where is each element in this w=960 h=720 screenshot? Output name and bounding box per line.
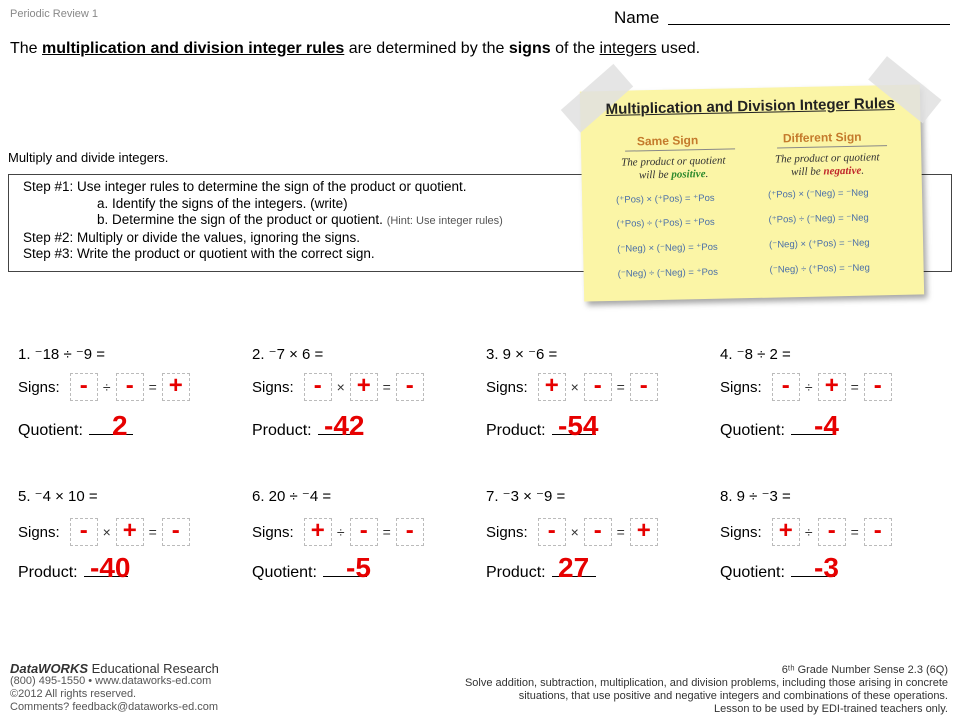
answer-label: Product: <box>252 422 312 439</box>
problem-expression: 2. ⁻7 × 6 = <box>252 346 324 363</box>
rule-equation: (⁻Neg) × (⁺Pos) = ⁻Neg <box>768 237 870 251</box>
step-1a: a. Identify the signs of the integers. (write) <box>97 195 348 211</box>
problem-expression: 7. ⁻3 × ⁻9 = <box>486 488 566 505</box>
signs-label: Signs: <box>720 378 762 396</box>
answer-label: Quotient: <box>252 564 317 581</box>
desc-text: The product or quotient <box>774 151 880 166</box>
signs-row <box>720 373 892 401</box>
standard-code: 6ᵗʰ Grade Number Sense 2.3 (6Q) <box>781 664 948 676</box>
signs-row <box>486 518 658 546</box>
sign-box[interactable]: - <box>538 518 566 546</box>
tape-decoration <box>868 56 941 123</box>
intro-sentence <box>10 40 910 58</box>
operator-symbol: × <box>570 524 579 540</box>
brand-rest: Educational Research <box>88 661 219 676</box>
sign-box[interactable]: - <box>70 518 98 546</box>
sign-box[interactable]: + <box>350 373 378 401</box>
sign-box[interactable]: + <box>538 373 566 401</box>
answer-label: Quotient: <box>720 422 785 439</box>
rule-equation: (⁺Pos) ÷ (⁺Pos) = ⁺Pos <box>616 216 715 230</box>
problem-expression: 6. 20 ÷ ⁻4 = <box>252 488 332 505</box>
equals-symbol: = <box>382 524 391 540</box>
different-sign-desc: The product or quotient will be negative. <box>774 151 880 179</box>
name-field-line[interactable] <box>668 24 950 25</box>
brand-name: DataWORKS <box>10 661 89 676</box>
signs-label: Signs: <box>18 378 60 396</box>
equals-symbol: = <box>148 524 157 540</box>
name-label: Name <box>614 8 660 27</box>
intro-emphasis: multiplication and division integer rules <box>42 40 345 57</box>
sign-box[interactable]: + <box>304 518 332 546</box>
intro-text: used. <box>656 40 701 57</box>
rule-equation: (⁻Neg) ÷ (⁺Pos) = ⁻Neg <box>769 262 870 276</box>
answer-label: Product: <box>486 564 546 581</box>
signs-row <box>720 518 892 546</box>
operator-symbol: ÷ <box>804 379 813 395</box>
desc-text: will be <box>790 165 824 179</box>
answer-value: -54 <box>558 410 599 441</box>
operator-symbol: × <box>336 379 345 395</box>
step-1b-hint: (Hint: Use integer rules) <box>386 215 503 227</box>
rule-equation: (⁻Neg) × (⁻Neg) = ⁺Pos <box>617 241 718 255</box>
sign-box[interactable]: + <box>630 518 658 546</box>
tape-decoration <box>561 64 633 133</box>
step-1b-text: b. Determine the sign of the product or quotient. <box>97 212 383 227</box>
intro-underlined: integers <box>599 40 657 57</box>
sign-box[interactable]: - <box>584 518 612 546</box>
answer-label: Quotient: <box>18 422 83 439</box>
equals-symbol: = <box>850 379 859 395</box>
sign-box[interactable]: + <box>162 373 190 401</box>
problem-expression: 5. ⁻4 × 10 = <box>18 488 98 505</box>
step-3: Step #3: Write the product or quotient with the correct sign. <box>23 246 375 261</box>
signs-label: Signs: <box>252 523 294 541</box>
signs-row <box>18 518 190 546</box>
answer-value: -4 <box>814 410 839 441</box>
answer-label: Product: <box>18 564 78 581</box>
lesson-note: Lesson to be used by EDI-trained teachers only. <box>714 703 948 715</box>
sign-box[interactable]: - <box>772 373 800 401</box>
desc-text: The product or quotient <box>621 154 726 169</box>
signs-label: Signs: <box>720 523 762 541</box>
answer-value: 27 <box>558 552 590 583</box>
problem-expression: 3. 9 × ⁻6 = <box>486 346 558 363</box>
feedback-contact: Comments? feedback@dataworks-ed.com <box>10 701 219 713</box>
divider <box>777 145 887 148</box>
equals-symbol: = <box>382 379 391 395</box>
negative-word: negative <box>823 164 862 178</box>
signs-row <box>252 373 424 401</box>
sign-box[interactable]: - <box>584 373 612 401</box>
problem-expression: 4. ⁻8 ÷ 2 = <box>720 346 791 363</box>
standard-info <box>328 664 948 716</box>
step-2: Step #2: Multiply or divide the values, ignoring the signs. <box>23 229 360 245</box>
sign-box[interactable]: + <box>116 518 144 546</box>
rule-equation: (⁺Pos) × (⁺Pos) = ⁺Pos <box>616 192 715 206</box>
answer-value: -42 <box>324 410 365 441</box>
operator-symbol: × <box>570 379 579 395</box>
signs-row <box>486 373 658 401</box>
answer-label: Quotient: <box>720 564 785 581</box>
signs-row <box>252 518 424 546</box>
sign-box[interactable]: - <box>396 373 424 401</box>
signs-label: Signs: <box>18 523 60 541</box>
sign-box[interactable]: - <box>818 518 846 546</box>
rule-equation: (⁺Pos) ÷ (⁻Neg) = ⁻Neg <box>768 212 869 226</box>
positive-word: positive <box>671 167 706 181</box>
signs-label: Signs: <box>486 378 528 396</box>
intro-text: are determined by the <box>344 40 509 57</box>
intro-text: The <box>10 40 43 57</box>
signs-row <box>18 373 190 401</box>
sign-box[interactable]: - <box>116 373 144 401</box>
rules-title: Multiplication and Division Integer Rules <box>605 94 895 119</box>
sign-box[interactable]: - <box>304 373 332 401</box>
equals-symbol: = <box>616 524 625 540</box>
answer-value: -3 <box>814 552 839 583</box>
problem-expression: 8. 9 ÷ ⁻3 = <box>720 488 791 505</box>
rule-equation: (⁺Pos) × (⁻Neg) = ⁻Neg <box>767 187 869 201</box>
operator-symbol: ÷ <box>804 524 813 540</box>
worksheet-title: Periodic Review 1 <box>10 8 99 20</box>
sign-box[interactable]: - <box>396 518 424 546</box>
answer-label: Product: <box>486 422 546 439</box>
step-1: Step #1: Use integer rules to determine the sign of the product or quotient. <box>23 179 467 194</box>
equals-symbol: = <box>148 379 157 395</box>
operator-symbol: × <box>102 524 111 540</box>
intro-emphasis: signs <box>508 40 551 57</box>
problem-expression: 1. ⁻18 ÷ ⁻9 = <box>18 346 106 363</box>
publisher-contact: (800) 495-1550 • www.dataworks-ed.com <box>10 675 212 687</box>
sign-box[interactable]: - <box>70 373 98 401</box>
sign-box[interactable]: - <box>864 518 892 546</box>
sign-box[interactable]: - <box>162 518 190 546</box>
same-sign-heading: Same Sign <box>636 133 699 149</box>
intro-text: of the <box>550 40 600 57</box>
standard-desc: Solve addition, subtraction, multiplication, and division problems, including those arising in concrete <box>464 677 948 689</box>
sign-box[interactable]: + <box>818 373 846 401</box>
sign-box[interactable]: - <box>630 373 658 401</box>
answer-value: -40 <box>90 552 131 583</box>
rule-equation: (⁻Neg) ÷ (⁻Neg) = ⁺Pos <box>617 266 719 280</box>
instruction: Multiply and divide integers. <box>8 150 169 165</box>
standard-desc: situations, that use positive and negative integers and combinations of these operations. <box>518 690 948 702</box>
integer-rules-card <box>580 84 924 301</box>
same-sign-desc: The product or quotient will be positive. <box>621 154 726 182</box>
answer-value: 2 <box>112 410 128 441</box>
answer-value: -5 <box>346 552 371 583</box>
sign-box[interactable]: - <box>350 518 378 546</box>
different-sign-heading: Different Sign <box>782 129 862 146</box>
operator-symbol: ÷ <box>102 379 111 395</box>
divider <box>625 148 735 151</box>
operator-symbol: ÷ <box>336 524 345 540</box>
publisher-info <box>10 662 219 714</box>
copyright: ©2012 All rights reserved. <box>10 688 137 700</box>
signs-label: Signs: <box>252 378 294 396</box>
publisher-brand <box>10 662 219 675</box>
sign-box[interactable]: - <box>864 373 892 401</box>
equals-symbol: = <box>616 379 625 395</box>
desc-text: will be <box>638 168 672 182</box>
sign-box[interactable]: + <box>772 518 800 546</box>
signs-label: Signs: <box>486 523 528 541</box>
equals-symbol: = <box>850 524 859 540</box>
